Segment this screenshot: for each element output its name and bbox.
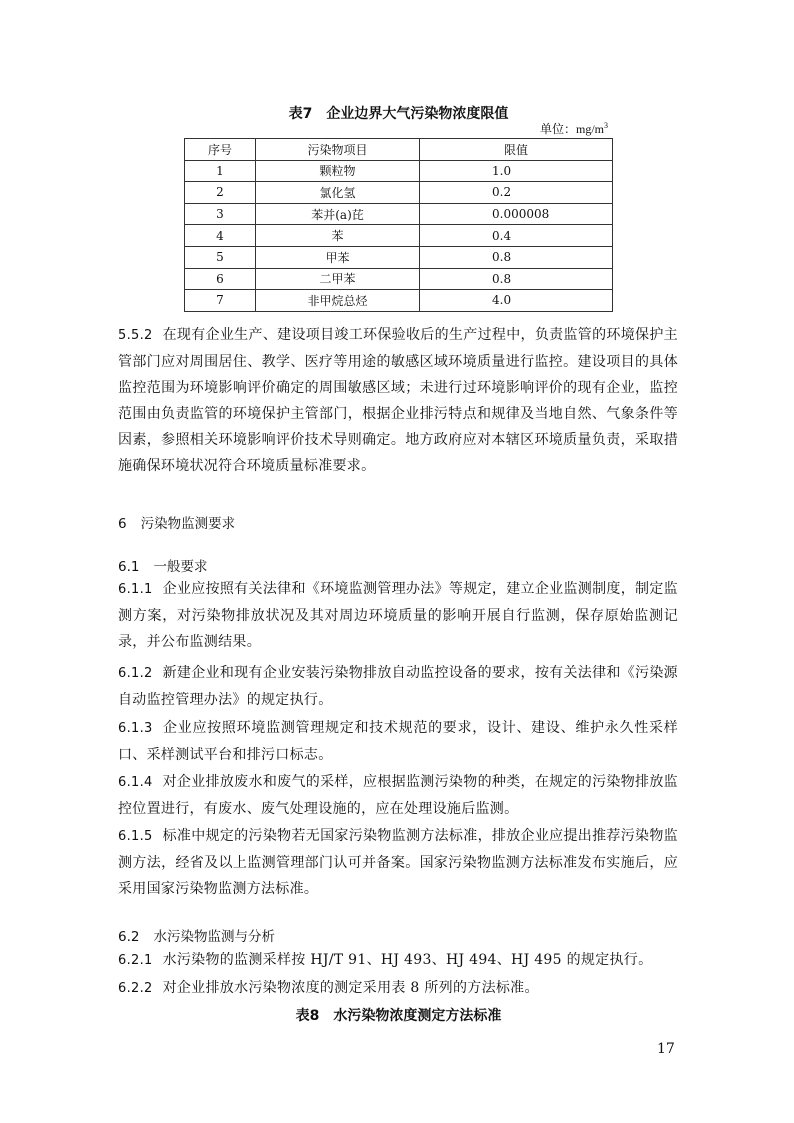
section-heading-6-2: [118, 925, 275, 945]
table-row: [185, 268, 613, 290]
row-pollutant: 苯: [256, 225, 420, 247]
section-heading-6-1: [118, 555, 207, 575]
paragraph-text: 企业应按照有关法律和《环境监测管理办法》等规定，建立企业监测制度，制定监测方案，对污染物排放状况及其对周边环境质量的影响开展自行监测，保存原始监测记录，并公布监测结果。: [118, 581, 678, 650]
paragraph-text: 对企业排放水污染物浓度的测定采用表 8 所列的方法标准。: [162, 980, 539, 996]
emission-limits-table: [184, 138, 613, 312]
section-title: 一般要求: [153, 559, 208, 575]
page-number: 17: [657, 1041, 675, 1057]
clause-number: 6.2.1: [118, 953, 153, 968]
row-limit: 4.0: [420, 290, 613, 312]
section-number: 6.1: [118, 559, 140, 575]
clause-number: 6.1.4: [118, 775, 153, 790]
row-index: 2: [185, 182, 256, 204]
row-limit: 0.000008: [420, 203, 613, 225]
row-index: 7: [185, 290, 256, 312]
table-row: [185, 225, 613, 247]
row-index: 5: [185, 246, 256, 268]
paragraph-5-5-2: [118, 322, 678, 479]
clause-number: 6.1.2: [118, 666, 153, 681]
row-index: 3: [185, 203, 256, 225]
row-pollutant: 甲苯: [256, 246, 420, 268]
clause-number: 6.1.1: [118, 582, 153, 597]
paragraph-6-1-2: [118, 660, 678, 713]
row-index: 1: [185, 160, 256, 182]
row-pollutant: 颗粒物: [256, 160, 420, 182]
clause-number: 6.1.5: [118, 829, 153, 844]
paragraph-text: 在现有企业生产、建设项目竣工环保验收后的生产过程中，负责监管的环境保护主管部门应对周围居住、教学、医疗等用途的敏感区域环境质量进行监控。建设项目的具体监控范围为环境影响评价确定的周围敏感区域；未进行过环境影响评价的现有企业，监控范围由负责监管的环境保护主管部门，根据企业排污特点和规律及当地自然、气象条件等因素，参照相关环境影响评价技术导则确定。地方政府应对本辖区环境质量负责，采取措施确保环境状况符合环境质量标准要求。: [118, 327, 678, 474]
paragraph-text: 企业应按照环境监测管理规定和技术规范的要求，设计、建设、维护永久性采样口、采样测试平台和排污口标志。: [118, 720, 678, 763]
clause-number: 6.1.3: [118, 721, 153, 736]
row-limit: 0.8: [420, 268, 613, 290]
table-row: [185, 290, 613, 312]
section-number: 6.2: [118, 929, 140, 945]
table7-unit-superscript: 3: [604, 121, 609, 130]
row-limit: 0.2: [420, 182, 613, 204]
header-pollutant: 污染物项目: [256, 139, 420, 161]
row-pollutant: 苯并(a)芘: [256, 203, 420, 225]
header-limit: 限值: [420, 139, 613, 161]
section-heading-6: [118, 512, 235, 532]
section-title: 污染物监测要求: [140, 516, 236, 532]
section-number: 6: [118, 516, 127, 532]
row-pollutant: 非甲烷总烃: [256, 290, 420, 312]
row-pollutant: 氯化氢: [256, 182, 420, 204]
paragraph-text: 水污染物的监测采样按 HJ/T 91、HJ 493、HJ 494、HJ 495 的规定执行。: [162, 952, 653, 968]
row-index: 6: [185, 268, 256, 290]
clause-number: 6.2.2: [118, 981, 153, 996]
table7-unit: [540, 120, 608, 137]
paragraph-text: 标准中规定的污染物若无国家污染物监测方法标准，排放企业应提出推荐污染物监测方法，经省及以上监测管理部门认可并备案。国家污染物监测方法标准发布实施后，应采用国家污染物监测方法标准。: [118, 828, 678, 897]
row-limit: 0.8: [420, 246, 613, 268]
clause-number: 5.5.2: [118, 328, 153, 343]
paragraph-6-1-4: [118, 769, 678, 822]
table-row: [185, 160, 613, 182]
paragraph-6-1-3: [118, 715, 678, 768]
paragraph-6-2-2: [118, 975, 678, 1002]
paragraph-6-2-1: [118, 947, 678, 974]
header-index: 序号: [185, 139, 256, 161]
paragraph-6-1-5: [118, 823, 678, 902]
paragraph-text: 对企业排放废水和废气的采样，应根据监测污染物的种类，在规定的污染物排放监控位置进行，有废水、废气处理设施的，应在处理设施后监测。: [118, 774, 678, 817]
table-header-row: [185, 139, 613, 161]
section-title: 水污染物监测与分析: [153, 929, 275, 945]
paragraph-6-1-1: [118, 576, 678, 655]
row-pollutant: 二甲苯: [256, 268, 420, 290]
table7-caption: 表7 企业边界大气污染物浓度限值: [288, 106, 509, 122]
table7-unit-label: 单位：mg/m: [540, 122, 605, 136]
table-row: [185, 246, 613, 268]
row-limit: 1.0: [420, 160, 613, 182]
table8-caption: 表8 水污染物浓度测定方法标准: [295, 1008, 502, 1024]
table-row: [185, 182, 613, 204]
row-index: 4: [185, 225, 256, 247]
table-row: [185, 203, 613, 225]
row-limit: 0.4: [420, 225, 613, 247]
paragraph-text: 新建企业和现有企业安装污染物排放自动监控设备的要求，按有关法律和《污染源自动监控管理办法》的规定执行。: [118, 665, 678, 708]
